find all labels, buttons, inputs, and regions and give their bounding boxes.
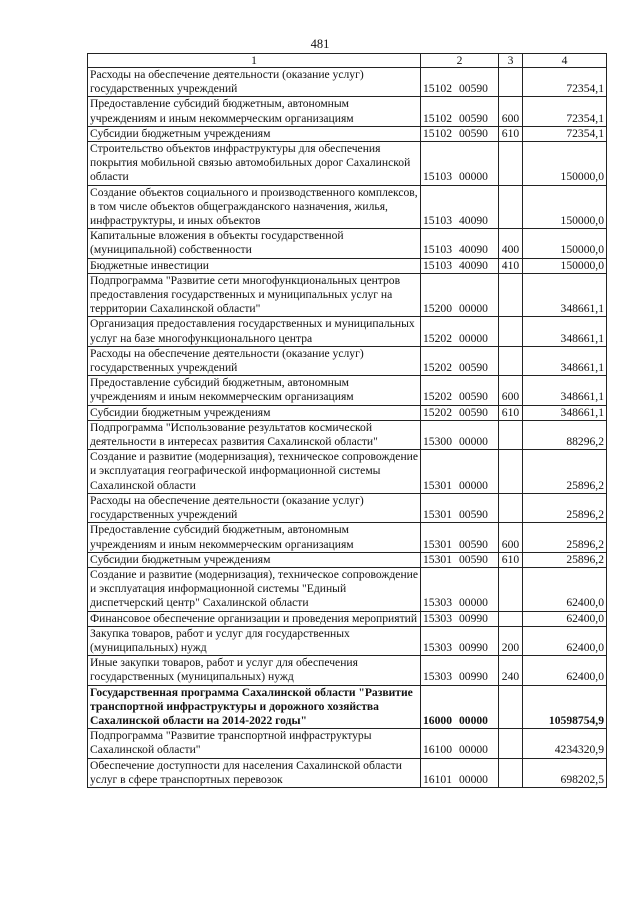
table-row — [88, 493, 607, 522]
row-code-program: 15303 — [423, 611, 452, 625]
table-row — [88, 552, 607, 567]
table-row — [88, 405, 607, 420]
row-expense-type: 610 — [499, 552, 523, 567]
row-name: Создание объектов социального и производственного комплексов, в том числе объектов общегражданского назначения, жилья, инфраструктуры, и иных объектов — [88, 185, 421, 229]
row-code-direction: 00000 — [458, 170, 488, 184]
row-name: Бюджетные инвестиции — [88, 258, 421, 273]
row-expense-type — [499, 611, 523, 626]
row-code — [421, 126, 499, 141]
header-col-1: 1 — [88, 54, 421, 68]
row-amount: 150000,0 — [523, 185, 607, 229]
row-code-program: 15102 — [423, 126, 452, 140]
row-code-program: 16000 — [423, 713, 452, 727]
row-code-direction: 00590 — [458, 82, 488, 96]
row-code-direction: 40090 — [458, 243, 488, 257]
row-code-direction: 00590 — [458, 508, 488, 522]
row-code-program: 15103 — [423, 258, 452, 272]
row-code-program: 15202 — [423, 390, 452, 404]
row-code — [421, 68, 499, 97]
row-expense-type — [499, 68, 523, 97]
row-code — [421, 142, 499, 186]
row-code — [421, 273, 499, 317]
row-amount: 62400,0 — [523, 656, 607, 685]
row-code-program: 15301 — [423, 478, 452, 492]
row-code-program: 15301 — [423, 537, 452, 551]
table-row — [88, 685, 607, 729]
table-row — [88, 656, 607, 685]
header-col-4: 4 — [523, 54, 607, 68]
row-code-program: 15301 — [423, 508, 452, 522]
row-code-direction: 00590 — [458, 111, 488, 125]
row-code — [421, 405, 499, 420]
row-name: Субсидии бюджетным учреждениям — [88, 405, 421, 420]
row-expense-type — [499, 567, 523, 611]
row-code — [421, 552, 499, 567]
row-amount: 72354,1 — [523, 126, 607, 141]
row-name: Подпрограмма "Развитие сети многофункциональных центров предоставления государственных и муниципальных услуг на территории Сахалинской области" — [88, 273, 421, 317]
table-row — [88, 126, 607, 141]
row-code-direction: 00000 — [458, 772, 488, 786]
row-code-program: 15202 — [423, 361, 452, 375]
row-code — [421, 729, 499, 758]
row-code-program: 16101 — [423, 772, 452, 786]
row-code-program: 15303 — [423, 596, 452, 610]
table-row — [88, 611, 607, 626]
row-code-program: 15202 — [423, 405, 452, 419]
row-name: Расходы на обеспечение деятельности (оказание услуг) государственных учреждений — [88, 493, 421, 522]
row-code-direction: 00590 — [458, 537, 488, 551]
row-code — [421, 258, 499, 273]
row-code-direction: 40090 — [458, 214, 488, 228]
row-code — [421, 493, 499, 522]
row-name: Закупка товаров, работ и услуг для государственных (муниципальных) нужд — [88, 626, 421, 655]
row-expense-type — [499, 317, 523, 346]
header-col-3: 3 — [499, 54, 523, 68]
row-name: Субсидии бюджетным учреждениям — [88, 552, 421, 567]
row-expense-type — [499, 142, 523, 186]
table-header-row — [88, 54, 607, 68]
row-amount: 62400,0 — [523, 567, 607, 611]
table-row — [88, 376, 607, 405]
row-amount: 348661,1 — [523, 317, 607, 346]
row-code-direction: 00000 — [458, 302, 488, 316]
row-name: Подпрограмма "Использование результатов космической деятельности в интересах развития Сахалинской области" — [88, 420, 421, 449]
row-code-direction: 00990 — [458, 670, 488, 684]
row-code-program: 15300 — [423, 435, 452, 449]
row-expense-type — [499, 346, 523, 375]
row-code-program: 15103 — [423, 214, 452, 228]
table-row — [88, 729, 607, 758]
table-row — [88, 142, 607, 186]
row-amount: 150000,0 — [523, 229, 607, 258]
row-code — [421, 420, 499, 449]
row-code — [421, 685, 499, 729]
row-expense-type: 410 — [499, 258, 523, 273]
row-amount: 25896,2 — [523, 523, 607, 552]
row-code-direction: 00990 — [458, 640, 488, 654]
row-amount: 348661,1 — [523, 376, 607, 405]
row-name: Создание и развитие (модернизация), техническое сопровождение и эксплуатация информационной системы "Единый диспетчерский центр" Сахалинской области — [88, 567, 421, 611]
row-code — [421, 376, 499, 405]
row-code — [421, 97, 499, 126]
row-code-program: 15102 — [423, 82, 452, 96]
row-code-direction: 40090 — [458, 258, 488, 272]
row-name: Предоставление субсидий бюджетным, автономным учреждениям и иным некоммерческим организациям — [88, 97, 421, 126]
row-code-direction: 00590 — [458, 552, 488, 566]
row-amount: 72354,1 — [523, 68, 607, 97]
row-name: Иные закупки товаров, работ и услуг для обеспечения государственных (муниципальных) нужд — [88, 656, 421, 685]
row-code — [421, 185, 499, 229]
row-expense-type: 610 — [499, 405, 523, 420]
row-code — [421, 611, 499, 626]
row-expense-type — [499, 420, 523, 449]
table-row — [88, 229, 607, 258]
row-amount: 88296,2 — [523, 420, 607, 449]
table-row — [88, 273, 607, 317]
row-name: Создание и развитие (модернизация), техническое сопровождение и эксплуатация географической информационной системы Сахалинской области — [88, 450, 421, 494]
row-expense-type: 240 — [499, 656, 523, 685]
row-code-direction: 00000 — [458, 713, 488, 727]
row-code-program: 16100 — [423, 743, 452, 757]
row-code-direction: 00590 — [458, 390, 488, 404]
row-expense-type: 600 — [499, 523, 523, 552]
row-code-program: 15303 — [423, 640, 452, 654]
row-expense-type: 400 — [499, 229, 523, 258]
table-row — [88, 523, 607, 552]
row-code — [421, 758, 499, 787]
row-amount: 698202,5 — [523, 758, 607, 787]
row-code-direction: 00590 — [458, 126, 488, 140]
row-code-program: 15200 — [423, 302, 452, 316]
row-amount: 348661,1 — [523, 346, 607, 375]
row-name: Подпрограмма "Развитие транспортной инфраструктуры Сахалинской области" — [88, 729, 421, 758]
row-expense-type — [499, 758, 523, 787]
row-code-direction: 00590 — [458, 361, 488, 375]
row-expense-type — [499, 493, 523, 522]
row-code-program: 15102 — [423, 111, 452, 125]
row-amount: 4234320,9 — [523, 729, 607, 758]
row-name: Государственная программа Сахалинской области "Развитие транспортной инфраструктуры и дорожного хозяйства Сахалинской области на 2014-2022 годы" — [88, 685, 421, 729]
row-expense-type: 200 — [499, 626, 523, 655]
row-name: Строительство объектов инфраструктуры для обеспечения покрытия мобильной связью автомобильных дорог Сахалинской области — [88, 142, 421, 186]
table-row — [88, 420, 607, 449]
row-name: Обеспечение доступности для населения Сахалинской области услуг в сфере транспортных перевозок — [88, 758, 421, 787]
row-expense-type — [499, 273, 523, 317]
row-amount: 150000,0 — [523, 142, 607, 186]
row-name: Предоставление субсидий бюджетным, автономным учреждениям и иным некоммерческим организациям — [88, 376, 421, 405]
table-row — [88, 97, 607, 126]
row-amount: 25896,2 — [523, 450, 607, 494]
row-code — [421, 229, 499, 258]
header-col-2: 2 — [421, 54, 499, 68]
row-amount: 10598754,9 — [523, 685, 607, 729]
row-code-direction: 00000 — [458, 743, 488, 757]
row-code-direction: 00000 — [458, 478, 488, 492]
table-body — [88, 68, 607, 788]
table-row — [88, 346, 607, 375]
row-expense-type: 610 — [499, 126, 523, 141]
row-code-program: 15301 — [423, 552, 452, 566]
row-code — [421, 523, 499, 552]
row-code-direction: 00000 — [458, 331, 488, 345]
table-row — [88, 68, 607, 97]
row-expense-type: 600 — [499, 376, 523, 405]
row-name: Капитальные вложения в объекты государственной (муниципальной) собственности — [88, 229, 421, 258]
row-code — [421, 626, 499, 655]
row-expense-type — [499, 729, 523, 758]
row-code — [421, 346, 499, 375]
row-amount: 62400,0 — [523, 611, 607, 626]
row-expense-type: 600 — [499, 97, 523, 126]
page-number: 481 — [310, 37, 330, 51]
row-name: Расходы на обеспечение деятельности (оказание услуг) государственных учреждений — [88, 68, 421, 97]
row-name: Финансовое обеспечение организации и проведения мероприятий — [88, 611, 421, 626]
row-name: Предоставление субсидий бюджетным, автономным учреждениям и иным некоммерческим организациям — [88, 523, 421, 552]
row-code-program: 15103 — [423, 243, 452, 257]
row-name: Субсидии бюджетным учреждениям — [88, 126, 421, 141]
row-amount: 150000,0 — [523, 258, 607, 273]
row-code-program: 15303 — [423, 670, 452, 684]
table-row — [88, 317, 607, 346]
row-code-direction: 00000 — [458, 596, 488, 610]
row-code-direction: 00590 — [458, 405, 488, 419]
row-amount: 348661,1 — [523, 273, 607, 317]
table-row — [88, 185, 607, 229]
budget-table — [87, 53, 607, 788]
table-row — [88, 626, 607, 655]
table-row — [88, 258, 607, 273]
row-amount: 72354,1 — [523, 97, 607, 126]
row-amount: 62400,0 — [523, 626, 607, 655]
row-amount: 25896,2 — [523, 552, 607, 567]
row-name: Организация предоставления государственных и муниципальных услуг на базе многофункционального центра — [88, 317, 421, 346]
row-expense-type — [499, 685, 523, 729]
row-code — [421, 567, 499, 611]
row-code-program: 15202 — [423, 331, 452, 345]
row-expense-type — [499, 185, 523, 229]
row-expense-type — [499, 450, 523, 494]
row-code-direction: 00990 — [458, 611, 488, 625]
table-row — [88, 567, 607, 611]
row-name: Расходы на обеспечение деятельности (оказание услуг) государственных учреждений — [88, 346, 421, 375]
table-row — [88, 450, 607, 494]
row-code — [421, 656, 499, 685]
table-row — [88, 758, 607, 787]
row-code — [421, 450, 499, 494]
row-amount: 25896,2 — [523, 493, 607, 522]
row-code-direction: 00000 — [458, 435, 488, 449]
row-code — [421, 317, 499, 346]
row-amount: 348661,1 — [523, 405, 607, 420]
row-code-program: 15103 — [423, 170, 452, 184]
